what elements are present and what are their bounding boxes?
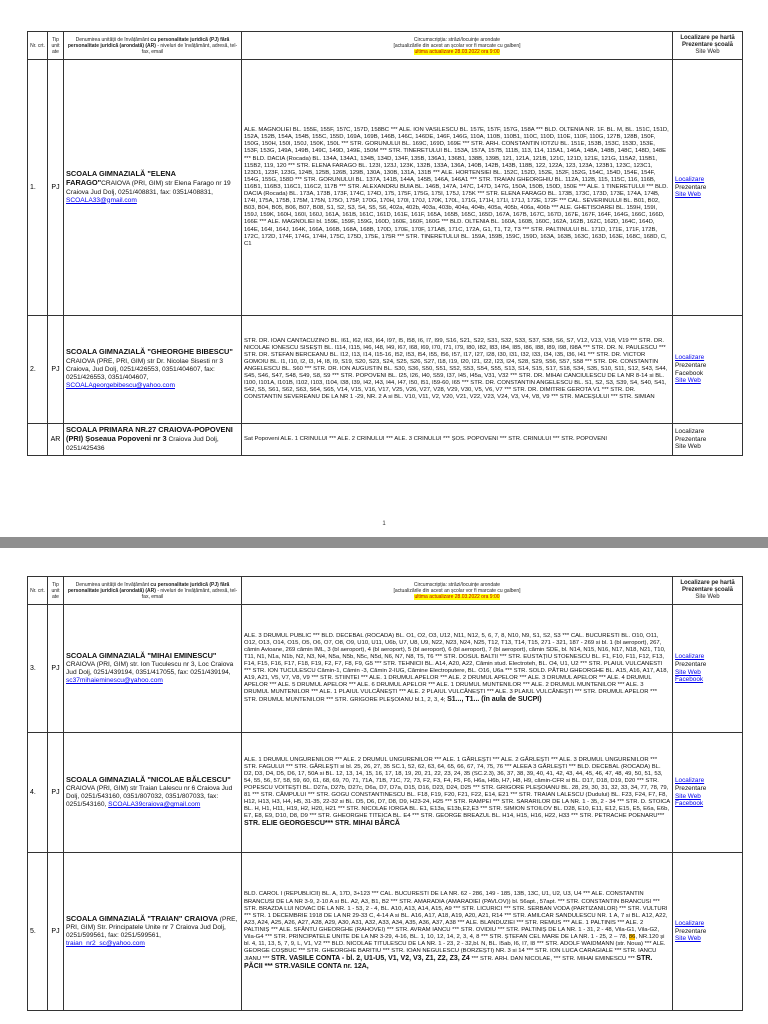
unit-type: AR xyxy=(48,424,64,456)
school-info: CRAIOVA (PRI, GIM) str Elena Farago nr 19 Craiova Jud Dolj, 0251/408831, fax: 0351/408831, xyxy=(66,180,231,196)
school-info: CRAIOVA (PRI, GIM) str Traian Lalescu nr 6 Craiova Jud Dolj, 0251/543160, 0351/807032, 0351/807033, fax: 0251/543160, xyxy=(66,784,233,809)
link-localizare[interactable]: Localizare xyxy=(675,653,705,661)
table-header-row xyxy=(28,577,743,605)
school-name: SCOALA GIMNAZIALĂ "GHEORGHE BIBESCU" xyxy=(66,347,233,357)
header-circumscriptie xyxy=(242,577,673,605)
links-cell xyxy=(673,605,743,733)
document-page-2 xyxy=(0,548,768,1024)
header-loc-c: Site Web xyxy=(695,49,720,55)
unit-type: PJ xyxy=(48,605,64,733)
header-nr: Nr. crt. xyxy=(28,577,48,605)
row-number: 3. xyxy=(28,605,48,733)
links-cell xyxy=(673,424,743,456)
links-cell xyxy=(673,853,743,1011)
header-tip: Tip unit ate xyxy=(48,32,64,60)
school-email-link[interactable]: SCOALA39craiova@gmail.com xyxy=(108,801,201,809)
header-den-b: cu personalitate juridică (PJ) fără personalitate juridică (arondată) (AR) xyxy=(67,36,230,49)
header-circ-a: Circumscripția: străzi/locuințe arondate xyxy=(413,36,501,43)
streets-bold-text: STR. ELIE GEORGESCU*** STR. MIHAI BĂRCĂ xyxy=(244,820,400,828)
streets-cell xyxy=(242,605,673,733)
link-localizare[interactable]: Localizare xyxy=(675,176,705,184)
school-name: SCOALA GIMNAZIALĂ "MIHAI EMINESCU" xyxy=(66,650,217,660)
streets-highlight: 86 xyxy=(628,934,636,941)
link-site-web[interactable]: Site Web xyxy=(675,935,701,943)
school-name: SCOALA GIMNAZIALĂ "ELENA FARAGO" xyxy=(66,169,176,188)
link-facebook[interactable]: Facebook xyxy=(675,800,704,808)
school-email-link[interactable]: traian_nr2_sc@yahoo.com xyxy=(66,940,145,948)
header-tip: Tip unit ate xyxy=(48,577,64,605)
streets-cell xyxy=(242,60,673,316)
header-denumire xyxy=(64,577,242,605)
link-prezentare: Prezentare xyxy=(675,361,707,369)
circumscription-table-page-2 xyxy=(27,576,743,1011)
row-number: 4. xyxy=(28,733,48,853)
school-row xyxy=(28,424,743,456)
header-loc-b: Prezentare școală xyxy=(681,42,734,48)
streets-cell xyxy=(242,424,673,456)
school-email-link[interactable]: SCOALAgeorgebibescu@yahoo.com xyxy=(66,382,175,390)
streets-text: Sat Popoveni ALE. 1 CRINULUI *** ALE. 2 CRINULUI *** ALE. 3 CRINULUI *** ȘOS. POPOVENI *** STR. CRINULUI *** STR. POPOVENI xyxy=(244,435,608,442)
table-header-row xyxy=(28,32,743,60)
school-info: CRAIOVA (PRI, GIM) str. Ion Tuculescu nr 3, Loc Craiova Jud Dolj, 0251/439194, 0351/417055, fax: 0251/439194, xyxy=(66,660,234,676)
school-name: SCOALA PRIMARA NR.27 CRAIOVA-POPOVENI (PRI) Șoseaua Popoveni nr 3 xyxy=(66,425,233,444)
school-email-link[interactable]: SCOALA33@gmail.com xyxy=(66,196,137,204)
link-prezentare: Prezentare xyxy=(675,784,707,792)
streets-bold-text: STR. PĂCII *** STR.VASILE CONTA nr. 12A, xyxy=(244,955,653,971)
header-localizare xyxy=(673,32,743,60)
header-loc-c: Site Web xyxy=(695,594,720,600)
links-cell xyxy=(673,60,743,316)
school-row xyxy=(28,733,743,853)
link-localizare[interactable]: Localizare xyxy=(675,777,705,785)
header-localizare xyxy=(673,577,743,605)
header-den-a: Denumirea unității de învățământ xyxy=(75,581,151,588)
school-email-link[interactable]: sc37mihaieminescu@yahoo.com xyxy=(66,677,163,685)
unit-type: PJ xyxy=(48,853,64,1011)
header-circ-b: [actualizările din acest an școlar vor fi marcate cu galben] xyxy=(393,42,521,49)
link-prezentare: Prezentare xyxy=(675,660,707,668)
school-info: Craiova Jud Dolj, 0251/425436 xyxy=(66,436,219,452)
header-den-a: Denumirea unității de învățământ xyxy=(75,36,151,43)
row-number: 2. xyxy=(28,316,48,424)
link-site-web[interactable]: Site Web xyxy=(675,792,701,800)
streets-text: ALE. 1 DRUMUL UNGURENILOR *** ALE. 2 DRUMUL UNGURENILOR *** ALE. 1 GĂRLEȘTI *** ALE. 2 GĂRLEȘTI *** ALE. 3 DRUMUL UNGURENILOR *** STR. FAGULUI *** STR. GĂRLEȘTI si bl. 25, 26, 27, 35 SC.1, 52, 62, 63, 64, 65, 66, 67, 74, 75, 76 *** ALEEA 3 GĂRLEȘTI *** BLD. DECEBAL (ROCADA) BL. D2, D3, D4, D5, D6, 17, 50A si BL. 12, 13, 14, 15, 16, 17, 18, 19, 20, 21, 22, 23, 24, 35 (SC.2.3), 36, 37, 38, 39, 40, 41, 42, 43, 44, 45, 46, 47, 48, 49, 50, 51, 53, 54, 55, 56, 57, 58, 59, 60, 61, 68, 69, 70, 71, 71A, 71B, 71C, 72, 73, F2, F3, F4, F5, F6, H6a, H6b, H7, H8, H9, cămin-CFR si BL. D17, D18, D19, D20 *** STR. POPESCU VOITEȘTI BL. D27a, D27b, D27c, D6a, D7, D7a, D15, D16, D23, D24, D25 *** STR. GRIGORE PLEȘOIANU BL. 28, 29, 30, 31, 32, 33, 34, 77, 78, 79, 81 *** STR. CÂMPULUI *** STR. GOGU CONSTANTINESCU BL. F18, F19, F20, F21, F22, E14, E21 *** STR. TRAIAN LALESCU (Dudului) BL. F23, F24, F7, F8, H12, H13, H3, H4, H5, 31-35, 22-32 si BL. D5, D6, D7, D8, D9, H23-24, H25 *** STR. RAMPEI *** STR. SARARILOR DE LA NR. 1 - 35, 2 - 34 *** STR. D. STOICA BL. H, H1, H11, H19, H2, H20, H21 *** STR. NICOLAE IORGA BL. E1, E13a, E13b,E2,E3 *** STR. SIMION STOILOV BL. D28, E10, E11, E12, E15, E5, E6a, E6b, E7, E8, E9, D10, D8, D9 *** STR. GHEORGHE TITEICA BL. E4 *** STR. GEORGE BREAZUL BL. H14, H15, H16, H22, H33 *** STR. PETRACHE POENARU*** xyxy=(244,756,670,820)
unit-type: PJ xyxy=(48,60,64,316)
streets-text: ALE. MAGNOLIEI BL. 155E, 155F, 157C, 157D, 158BC *** ALE. ION VASILESCU BL. 157E, 157F, 157G, 158A *** BLD. OLTENIA NR. 1F. BL. M, BL. 151C, 151D, 152A, 152B, 154A, 154B, 155C, 155D, 169A, 169B, 146B, 146C, 146DE, 146F, 146G, 110A, 110B, 110B1, 110C, 110D, 110E, 110F, 110G, 127B, 128B, 150F, 150G, 150H, 150I, 150J, 150K, 150L *** STR. GORUNULUI BL. 169C, 169D, 169E *** STR. ARH. CONSTANTIN IOTZU BL. 151E, 153B, 153C, 153D, 153E, 153F, 153G, 149A, 149B, 149C, 149D, 149E, 150M *** STR. TINERETULUI BL. 153A, 157A, 157B, 111B, 113, 114, 115A1, 146A, 148A, 148B, 148C, 148D, 148E *** BLD. DACIA (Rocada) BL. 134A, 134A1, 134B, 134D, 134F, 135B, 136A1, 136B1, 138B, 139B, 121, 121A, 121B, 121C, 121D, 121E, 121G, 115A2, 115B1, 115B2, 119, 120 *** STR. ELENA FARAGO BL. 123I, 123J, 123K, 132B, 133A, 136A, 140B, 142B, 143B, 118B, 122, 122A, 123, 123A, 123B1, 123C, 123C1, 123D1, 123F, 123G, 124B, 125B, 126B, 129B, 130A, 130B, 131A, 131B *** ALE. HORTENSIEI BL. 152C, 152D, 152E, 152F, 152G, 154C, 154D, 154E, 154F, 154G, 155G, 158D *** STR. GORUNULUI BL. 137A, 141B, 144A, 145B, 146A, 146A1 *** STR. TRAIAN GHEORGHIU BL. 112A, 112B, 115, 115C, 116, 116B, 116B1, 116B3, 116C1, 116C2, 117B *** STR. ALEXANDRU BUIA BL. 146B, 147A, 147C, 147D, 147G, 150A, 150B, 150D, 150E *** ALE. 1 TINERETULUI *** BLD. DACIA (Rocada) BL. 173A, 173B, 173F, 174C, 174D, 175, 175F, 175G, 175I, 175J, 175K *** STR. ELENA FARAGO BL. 173B, 173C, 173D, 173E, 174A, 174B, 174I, 175A, 175B, 175M, 175N, 175O, 175P, 170G, 170H, 170I, 170J, 170K, 170L, 171G, 171H, 171I, 171J, 172E, 172F *** CAL. SEVERINULUI BL. B01, B02, B03, B04, B05, B06, B07, B08, S1, S2, S3, S4, S5, S6, 402a, 402b, 403a, 403b, 404a, 404b, 405a, 405b, 406a, 406b *** ALE. GHETISOAREI BL. 159H, 159I, 159J, 159K, 160H, 160I, 160J, 161A, 161B, 161C, 161D, 161E, 161F, 165A, 165B, 165C, 165D, 167A, 167B, 167C, 167D, 167E, 167F, 164F, 164G, 166C, 166D, 166E *** ALE. MAGNOLIEI bl. 159E, 159F, 159G, 160D, 160E, 160F, 160G *** BLD. OLTENIA BL. 160A, 160B, 160C, 162A, 162B, 162C, 162D, 164C, 164D, 164E, 164I, 164J, 164K, 166A, 166B, 168A, 168B, 170D, 170E, 170F, 171AB, 171C, 172A, G1, T1, T2, T3 *** STR. PALTINULUI BL. 171D, 171E, 171F, 172B, 172C, 172D, 174F, 174G, 174H, 175C, 175D, 175E, 175R *** STR. TINERETULUI BL. 159A, 159B, 159C, 159D, 163A, 163B, 163C, 163D, 163E, 168C, 168D, C, C1 xyxy=(244,127,669,247)
circumscription-table-page-1 xyxy=(27,31,743,456)
unit-type: PJ xyxy=(48,733,64,853)
header-loc-b: Prezentare școală xyxy=(681,587,734,593)
school-cell xyxy=(64,605,242,733)
header-update-note: ultima actualizare 28.03.2022 ora 9:00 xyxy=(414,48,500,55)
link-localizare: Localizare xyxy=(675,428,705,436)
page-number: 1 xyxy=(382,521,386,527)
header-den-c: - niveluri de învățământ, adresă, tel-fax, email xyxy=(141,42,238,55)
school-name: SCOALA GIMNAZIALĂ "NICOLAE BĂLCESCU" xyxy=(66,774,231,784)
link-facebook[interactable]: Facebook xyxy=(675,676,704,684)
links-cell xyxy=(673,316,743,424)
link-localizare[interactable]: Localizare xyxy=(675,354,705,362)
header-circ-b: [actualizările din acest an școlar vor fi marcate cu galben] xyxy=(393,587,521,594)
streets-text-continued: , NR.120 și bl. 4, 11, 13, 5, 7, 9, L, V1, V2 *** BLD. NICOLAE TITULESCU DE LA NR. 1 - 23, 2 - 32,bl. N, BL. I5ab, I6, I7, I8 *** STR. ADOLF WAIDMANN (str. Noua) *** ALE. GEORGE COȘBUC *** STR. GHEORGHE BARITIU *** STR. IOAN NEGULESCU (BORZEȘTI) NR. 3 si 14 *** STR. ION LUCA CARAGIALE *** STR. IANCU JIANU *** xyxy=(244,934,666,963)
unit-type: PJ xyxy=(48,316,64,424)
header-loc-a: Localizare pe hartă xyxy=(680,580,735,586)
streets-bold-text: S1..., T1... (în aula de SUCPI) xyxy=(447,696,542,704)
row-number: 1. xyxy=(28,60,48,316)
streets-cell xyxy=(242,733,673,853)
link-site-web: Site Web xyxy=(675,443,701,451)
link-facebook: Facebook xyxy=(675,369,704,377)
header-loc-a: Localizare pe hartă xyxy=(680,35,735,41)
header-circumscriptie xyxy=(242,32,673,60)
school-cell xyxy=(64,424,242,456)
school-row xyxy=(28,853,743,1011)
row-number: 5. xyxy=(28,853,48,1011)
header-den-c: - niveluri de învățământ, adresă, tel-fax, email xyxy=(141,587,238,600)
link-site-web[interactable]: Site Web xyxy=(675,668,701,676)
school-cell xyxy=(64,316,242,424)
streets-bold-text: STR. VASILE CONTA - bl. 2, U1-U5, V1, V2, V3, Z1, Z2, Z3, Z4 xyxy=(271,955,470,963)
school-name: SCOALA GIMNAZIALĂ "TRAIAN" CRAIOVA xyxy=(66,913,218,923)
header-denumire xyxy=(64,32,242,60)
header-den-b: cu personalitate juridică (PJ) fără personalitate juridică (arondată) (AR) xyxy=(67,581,230,594)
streets-text: ALE. 3 DRUMUL PUBLIC *** BLD. DECEBAL (ROCADA) BL. O1, O2, O3, U12, N11, N12, 5, 6, 7, 8, N10, N9, S1, S2, S3 *** CAL. BUCURESTI BL. O10, O11, O12, O13, O14, O15, O5, O6, O7, O8, O9, U10, U11, U6b, U7, U8, U9, N22, N23, N24, N25, T12, T13, T14, T15, 271 - 321, 187 - 269 si bl. 1 (bl aeroport), 267, cămin Avioane, 269 cămin IML, 3 (bl aeroport), 4 (bl aeroport), 5 (bl aeroport), 6 (bl aeroport), 7 (bl aeroport), cămin SDE, bl. N14, N15, N16, N17, N18, N21, T10, T11, N1, N1a, N1b, N2, N3, N4, N5a, N5b, N5c, N5d, N6, N7, N8, T5, T6 *** STR. DOSUL BALTII *** STR. EUSTAȚIU STOENESCU BL. F1, F10, F11, F12, F13, F14, F15, F16, F17, F18, F19, F2, F7, F8, F9, G5 *** STR. TEHNICII BL. A14, A20, A22, Cămin stud. Electroteh, BL. O4, U1, U2 *** STR. PLAIUL VULCANESTI *** STR. ION TUCULESCU Cămin-1, Cămin -3, Cămin 2-IUG, Cămine Electroputere, BL. O16, U6a *** STR. SOLD. PĂTRU GHEORGHE BL. A15, A16, A17, A18, A19, A21, V5, V7, V8, V9 *** STR. STIINTEI *** ALE. 1 DRUMUL APELOR *** ALE. 2 DRUMUL APELOR *** ALE. 3 DRUMUL APELOR *** ALE. 4 DRUMUL APELOR *** ALE. 5 DRUMUL APELOR *** ALE. 6 DRUMUL APELOR *** ALE. 1 DRUMUL MUNTENILOR *** ALE. 2 DRUMUL MUNTENILOR *** ALE. 3 DRUMUL MUNTENILOR *** ALE. 1 PLAIUL VULCĂNEȘTI *** ALE. 2 PLAIUL VULCĂNEȘTI *** ALE. 3 PLAIUL VULCĂNEȘTI *** STR. DRUMUL APELOR *** STR. DRUMUL MUNTENILOR *** STR. GRIGORE PLEȘOIANU bl.1, 2, 3, 4; xyxy=(244,632,669,704)
streets-text: STR. DR. IOAN CANTACUZINO BL. I61, I62, I63, I64, I97, I5, I58, I6, I7, I99, S16, S21, S22, S31, S32, S33, S37, S38, S6, S7, V12, V13, V18, V19 *** STR. DR. NICOLAE IONESCU SISEȘTI BL. I114, I115, I46, I48, I49, I67, I68, I69, I70, I71, I79, I80, I82, I83, I84, I85, I86, I88, I89, I98, I98A *** STR. DR. N. PAULESCU *** STR. DR. STEFAN BERCEANU BL. I12, I13, I14, I15-16, I52, I53, I54, I55, I56, I57, I17, I27, I28, I30, I31, I32, I33, I34, I35, I36, I41 *** STR. DR. VICTOR GOMOIU BL. I1, I10, I2, I3, I4, I8, I9, S19, S20, S23, S24, S25, S26, S27, I18, I19, I20, I21, I22, I23, I24, S28, S29, S56, S57, S58 *** STR. DR. CONSTANTIN ANGELESCU BL. S60 *** STR. DR. ION AUGUSTIN BL. S30, S36, S50, S51, S52, S53, S54, S55, S13, S14, S15, S17, S18, S34, S35, S10, S11, S12, S43, S44, S45, S46, S47, S48, S49, S8, S9 *** STR. POPOVENI BL. I25, I26, I40, S59, I37, I45, I45a, V31, V32 *** STR. DR. MIHAI CANCIULESCU DE LA NR 8-14 si BL. I100, I101A, I101B, I102, I103, I104, I38, I39, I42, I43, I44, I47, I50, I51, I59-60, I65 *** STR. DR. CONSTANTIN ANGELESCU BL. S1, S2, S3, S39, S4, S40, S41, S42, S5, S61, S62, S63, S64, S65, V14, V15, V16, V17, V25, V26, V27, V28, V29, V30, V5, V6, V7 *** STR. DR. DIMITRIE GEROTA V1 *** STR. DR. CONSTANTIN SEVEREANU DE LA NR 1 -29, NR. 2 A si BL. V10, V11, V2, V20, V21, V22, V23, V24, V3, V4, V8, V9 *** STR. MACEȘULUI *** STR. SIMIAN xyxy=(244,337,668,401)
links-cell xyxy=(673,733,743,853)
school-row xyxy=(28,605,743,733)
link-prezentare: Prezentare xyxy=(675,183,707,191)
streets-text-continued: *** STR. ARH. DAN NICOLAE, *** STR. MIHAI EMINESCU *** xyxy=(469,956,637,963)
school-row xyxy=(28,60,743,316)
header-circ-a: Circumscripția: străzi/locuințe arondate xyxy=(413,581,501,588)
school-info: (PRE, PRI, GIM) Str. Principatele Unite nr 7 Craiova Jud Dolj, 0251/599561, fax: 0251/599561, xyxy=(66,915,238,939)
link-prezentare: Prezentare xyxy=(675,435,707,443)
streets-text: BLD. CAROL I (REPUBLICII) BL. A, 17D, 3+123 *** CAL. BUCURESTI DE LA NR. 62 - 286, 149 - 185, 13B, 13C, U1, U2, U3, U4 *** ALE. CONSTANTIN BRANCUSI DE LA NR 3-9, 2-10 A si BL. A2, A3, B1, B2 *** STR. AMARADIA (AMARADIEI (PAVLOV)) bl. 56apt., 57apt. *** STR. CONSTANTIN BRANCUSI *** STR. BRAZDA LUI NOVAC DE LA NR. 1 - 53, 2 - 4, BL. A10, A13, A14, A15, A9 *** STR. LICURICI *** STR. SERBAN VODA (PARTIZANILOR) *** STR. VULTURI *** STR. 1 DECEMBRIE 1918 DE LA NR 29-33 C, 4-14 A si BL. A16, A17, A18, A19, A20, A21, R14 *** STR. AMILCAR SANDULESCU NR. 1 A, 7 si BL. A12, A22, A23, A24, A25, A26, A27, A28, A29, A30, A31, A32, A33, A34, A35, A36, A37, A38 *** ALE. BLANDUZIEI *** STR. REMUS *** ALE. 1 PALTINIS *** ALE. 2 PALTINIȘ *** ALE. SFÂNTU GHEORGHE (RAHOVEI) *** STR. AVRAM IANCU *** STR. OVIDIU *** STR. PALTINIȘ DE LA NR. 1 - 31, 2 - 48, Vila-G1, Vila-G2, Vila-G4 *** STR. PRINCIPATELE UNITE DE LA NR 3-29, 4-16, BL. 1, 10, 12, 14, 2, 3, 4, 8 *** STR. ȘTEFAN CEL MARE DE LA NR. 1 - 25, 2 – 78, xyxy=(244,891,668,941)
streets-cell xyxy=(242,316,673,424)
link-site-web[interactable]: Site Web xyxy=(675,191,701,199)
school-row xyxy=(28,316,743,424)
school-cell xyxy=(64,853,242,1011)
school-cell xyxy=(64,733,242,853)
header-nr: Nr. crt. xyxy=(28,32,48,60)
link-site-web[interactable]: Site Web xyxy=(675,377,701,385)
school-info: CRAIOVA (PRE, PRI, GIM) str Dr. Nicolae Sisesti nr 3 Craiova, Jud Dolj, 0251/426553, 0351/404607, fax: 0251/426553, 0351/404607, xyxy=(66,357,224,382)
school-cell xyxy=(64,60,242,316)
streets-cell xyxy=(242,853,673,1011)
header-update-note: ultima actualizare 28.03.2022 ora 9:00 xyxy=(414,593,500,600)
row-number xyxy=(28,424,48,456)
link-localizare[interactable]: Localizare xyxy=(675,920,705,928)
link-prezentare: Prezentare xyxy=(675,927,707,935)
